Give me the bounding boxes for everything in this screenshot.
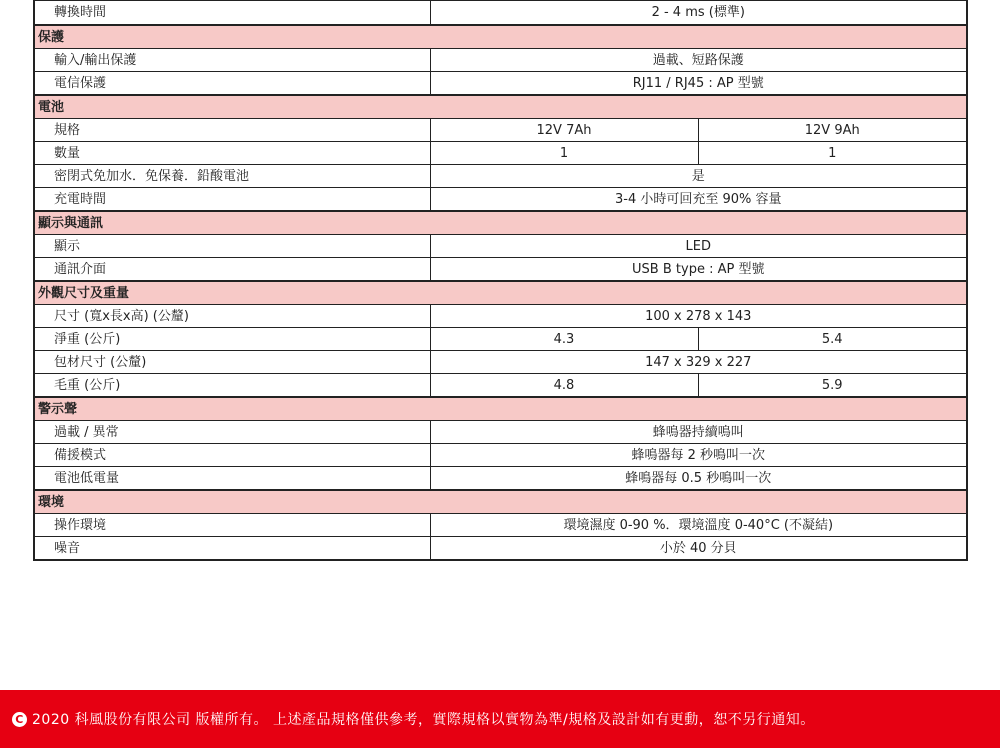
row-value: 2 - 4 ms (標準) <box>430 1 967 26</box>
table-row <box>34 537 967 561</box>
table-row <box>34 374 967 398</box>
row-value-model-b: 1 <box>698 142 967 165</box>
table-row <box>34 258 967 282</box>
row-value: RJ11 / RJ45 : AP 型號 <box>430 72 967 96</box>
table-row <box>34 305 967 328</box>
row-value-model-a: 1 <box>430 142 698 165</box>
row-value-model-a: 4.8 <box>430 374 698 398</box>
row-label: 備援模式 <box>34 444 430 467</box>
row-label: 通訊介面 <box>34 258 430 282</box>
table-row <box>34 119 967 142</box>
row-label: 過載 / 異常 <box>34 421 430 444</box>
row-value-model-b: 5.9 <box>698 374 967 398</box>
row-value: 蜂鳴器每 2 秒鳴叫一次 <box>430 444 967 467</box>
section-header-display: 顯示與通訊 <box>34 211 967 235</box>
section-header-battery: 電池 <box>34 95 967 119</box>
section-header-protection: 保護 <box>34 25 967 49</box>
row-label: 尺寸 (寬x長x高) (公釐) <box>34 305 430 328</box>
row-value: 過載、短路保護 <box>430 49 967 72</box>
row-label: 輸入/輸出保護 <box>34 49 430 72</box>
row-label: 毛重 (公斤) <box>34 374 430 398</box>
table-row <box>34 328 967 351</box>
table-row <box>34 165 967 188</box>
section-header-dimensions: 外觀尺寸及重量 <box>34 281 967 305</box>
row-value: 環境濕度 0-90 %．環境溫度 0-40°C (不凝結) <box>430 514 967 537</box>
section-header-environment: 環境 <box>34 490 967 514</box>
section-header-alarm: 警示聲 <box>34 397 967 421</box>
row-value: 是 <box>430 165 967 188</box>
row-value: USB B type : AP 型號 <box>430 258 967 282</box>
table-row <box>34 514 967 537</box>
row-value-model-b: 12V 9Ah <box>698 119 967 142</box>
copyright-icon: C <box>12 712 27 727</box>
table-row <box>34 467 967 491</box>
row-value: 蜂鳴器每 0.5 秒鳴叫一次 <box>430 467 967 491</box>
row-value-model-a: 12V 7Ah <box>430 119 698 142</box>
table-row <box>34 1 967 26</box>
row-label: 顯示 <box>34 235 430 258</box>
row-value: 147 x 329 x 227 <box>430 351 967 374</box>
row-value-model-a: 4.3 <box>430 328 698 351</box>
table-row <box>34 72 967 96</box>
table-row <box>34 235 967 258</box>
row-label: 電池低電量 <box>34 467 430 491</box>
row-value-model-b: 5.4 <box>698 328 967 351</box>
copyright-footer <box>0 690 1000 748</box>
row-label: 操作環境 <box>34 514 430 537</box>
table-row <box>34 421 967 444</box>
spec-table <box>33 0 968 561</box>
footer-text: 2020 科風股份有限公司 版權所有。 上述產品規格僅供參考，實際規格以實物為準/規格及設計如有更動，恕不另行通知。 <box>32 712 815 728</box>
row-value: LED <box>430 235 967 258</box>
row-label: 數量 <box>34 142 430 165</box>
row-value: 蜂鳴器持續鳴叫 <box>430 421 967 444</box>
table-row <box>34 49 967 72</box>
table-row <box>34 444 967 467</box>
row-label: 電信保護 <box>34 72 430 96</box>
row-value: 3-4 小時可回充至 90% 容量 <box>430 188 967 212</box>
row-label: 充電時間 <box>34 188 430 212</box>
row-label: 密閉式免加水．免保養．鉛酸電池 <box>34 165 430 188</box>
row-label: 淨重 (公斤) <box>34 328 430 351</box>
row-value: 100 x 278 x 143 <box>430 305 967 328</box>
row-label: 規格 <box>34 119 430 142</box>
row-label: 轉換時間 <box>34 1 430 26</box>
row-label: 包材尺寸 (公釐) <box>34 351 430 374</box>
table-row <box>34 142 967 165</box>
table-row <box>34 188 967 212</box>
row-value: 小於 40 分貝 <box>430 537 967 561</box>
row-label: 噪音 <box>34 537 430 561</box>
table-row <box>34 351 967 374</box>
